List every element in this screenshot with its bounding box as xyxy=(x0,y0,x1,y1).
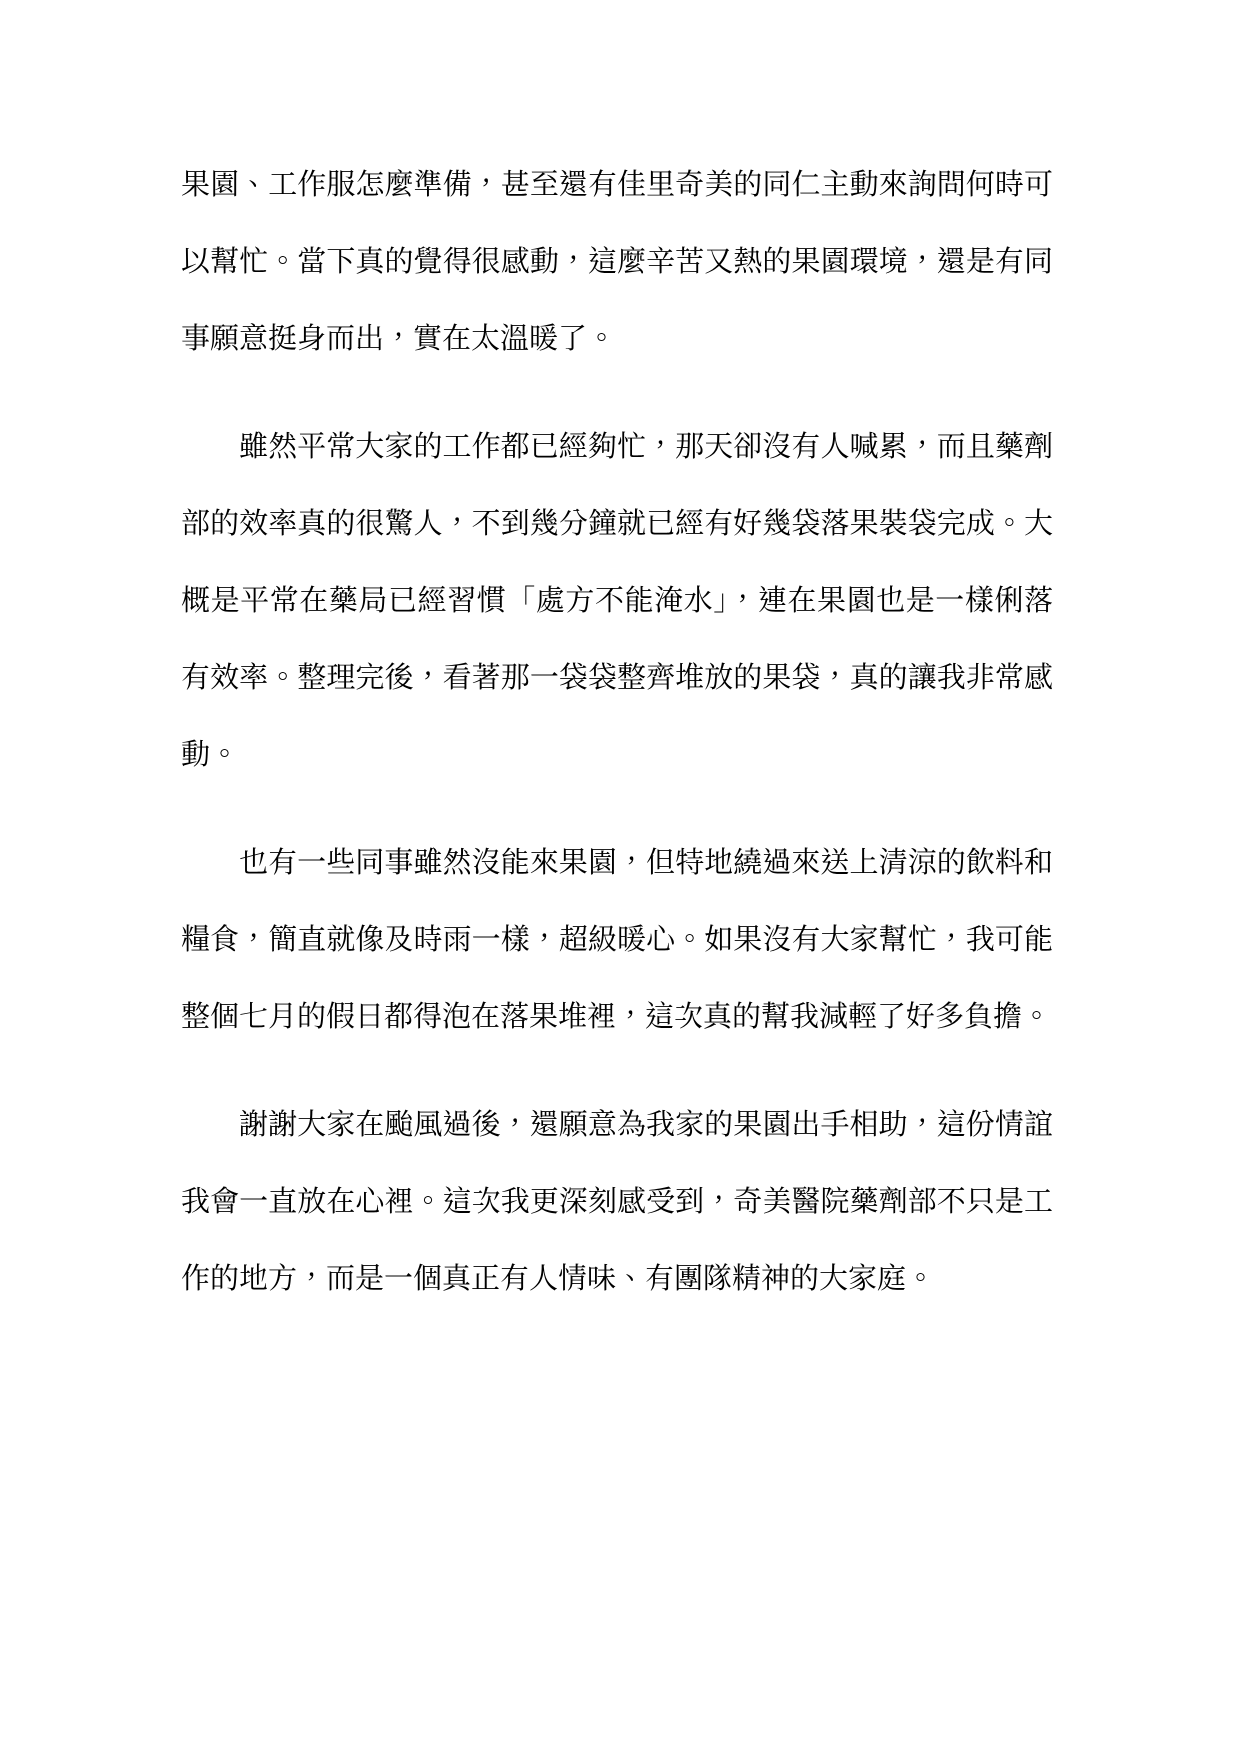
text-line: 謝謝大家在颱風過後，還願意為我家的果園出手相助，這份情誼 xyxy=(239,1107,1053,1141)
text-line: 概是平常在藥局已經習慣「處方不能淹水」，連在果園也是一樣俐落 xyxy=(181,583,1053,617)
text-line: 動。 xyxy=(181,737,240,771)
text-line: 我會一直放在心裡。這次我更深刻感受到，奇美醫院藥劑部不只是工 xyxy=(181,1184,1053,1218)
paragraph xyxy=(181,1086,1053,1317)
text-line: 有效率。整理完後，看著那一袋袋整齊堆放的果袋，真的讓我非常感 xyxy=(181,660,1053,694)
paragraph xyxy=(181,408,1053,793)
text-line: 雖然平常大家的工作都已經夠忙，那天卻沒有人喊累，而且藥劑 xyxy=(239,429,1053,463)
text-line: 糧食，簡直就像及時雨一樣，超級暖心。如果沒有大家幫忙，我可能 xyxy=(181,922,1053,956)
text-line: 事願意挺身而出，實在太溫暖了。 xyxy=(181,321,617,355)
text-line: 也有一些同事雖然沒能來果園，但特地繞過來送上清涼的飲料和 xyxy=(239,845,1053,879)
text-line: 作的地方，而是一個真正有人情味、有團隊精神的大家庭。 xyxy=(181,1261,936,1295)
text-line: 果園、工作服怎麼準備，甚至還有佳里奇美的同仁主動來詢問何時可 xyxy=(181,167,1053,201)
text-line: 整個七月的假日都得泡在落果堆裡，這次真的幫我減輕了好多負擔。 xyxy=(181,999,1052,1033)
paragraph xyxy=(181,146,1053,377)
text-line: 部的效率真的很驚人，不到幾分鐘就已經有好幾袋落果裝袋完成。大 xyxy=(181,506,1053,540)
text-line: 以幫忙。當下真的覺得很感動，這麼辛苦又熱的果園環境，還是有同 xyxy=(181,244,1053,278)
paragraph xyxy=(181,824,1053,1055)
